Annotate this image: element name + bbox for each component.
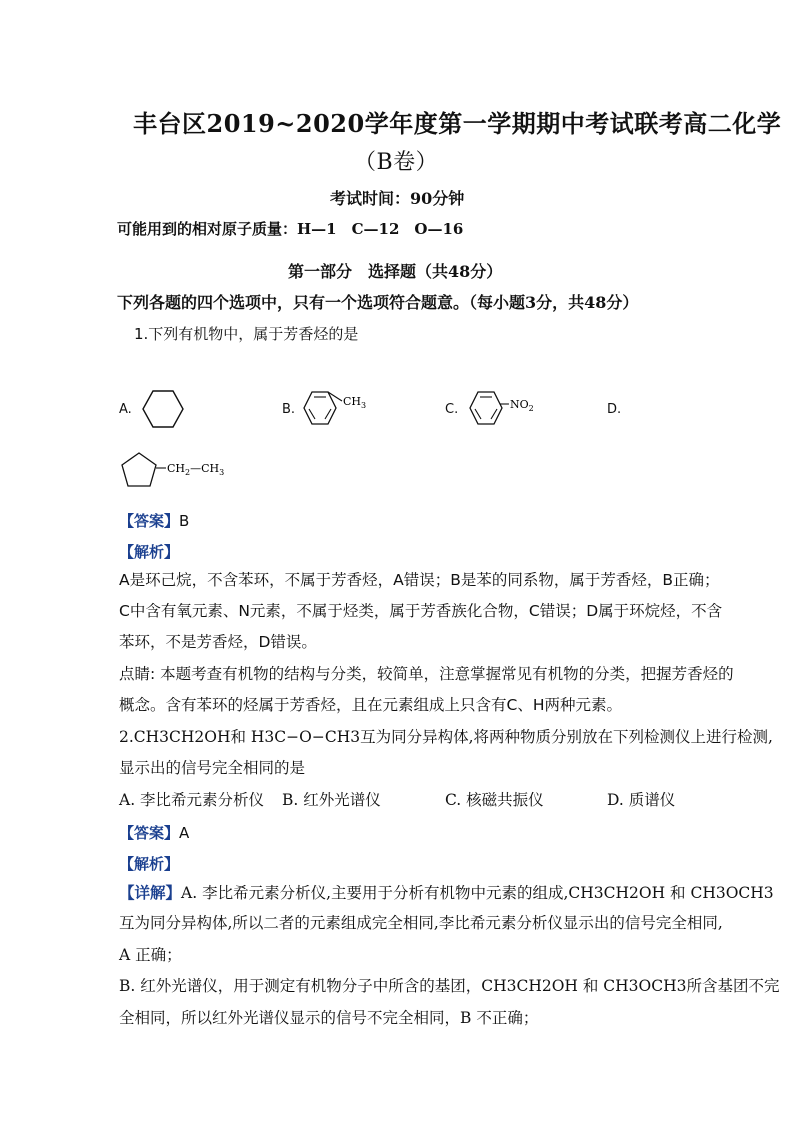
q2-detail-line bbox=[119, 885, 774, 902]
q2-option-c: C. 核磁共振仪 bbox=[445, 791, 544, 809]
q1-option-c-label: C. bbox=[445, 402, 459, 417]
toluene-structure bbox=[300, 389, 380, 431]
page-title: 丰台区2019~2020学年度第一学期期中考试联考高二化学 bbox=[133, 109, 782, 138]
ethyl-substituent-label: $CH_2—CH_3$ bbox=[167, 462, 225, 477]
q1-analysis-line: 苯环，不是芳香烃，D错误。 bbox=[119, 633, 317, 651]
q2-stem-line: 显示出的信号完全相同的是 bbox=[119, 759, 306, 777]
ethylcyclopentane-structure bbox=[118, 451, 238, 493]
section-title: 第一部分 选择题（共48分） bbox=[288, 262, 503, 281]
q2-option-d: D. 质谱仪 bbox=[607, 791, 676, 809]
q2-detail-line: A 正确； bbox=[119, 946, 182, 964]
q1-option-d-label: D. bbox=[607, 402, 622, 417]
atomic-mass-note: 可能用到的相对原子质量：H—1 C—12 O—16 bbox=[117, 220, 464, 238]
q1-analysis-tag: 【解析】 bbox=[119, 543, 180, 561]
q2-detail-line: B. 红外光谱仪，用于测定有机物分子中所含的基团，CH3CH2OH 和 CH3OCH3所含基团不完 bbox=[119, 977, 780, 995]
q1-analysis-line: C中含有氧元素、N元素，不属于烃类，属于芳香族化合物，C错误；D属于环烷烃，不含 bbox=[119, 602, 723, 620]
q1-stem: 1.下列有机物中，属于芳香烃的是 bbox=[134, 325, 359, 343]
q2-option-a: A. 李比希元素分析仪 bbox=[119, 791, 265, 809]
q2-answer bbox=[119, 822, 189, 843]
answer-tag: 【答案】 bbox=[119, 824, 180, 842]
detail-tag: 【详解】 bbox=[119, 883, 182, 902]
answer-tag: 【答案】 bbox=[119, 512, 180, 530]
q2-option-b: B. 红外光谱仪 bbox=[282, 791, 381, 809]
exam-time: 考试时间：90分钟 bbox=[330, 189, 465, 208]
q1-analysis-line: A是环己烷，不含苯环，不属于芳香烃，A错误；B是苯的同系物，属于芳香烃，B正确； bbox=[119, 571, 720, 589]
answer-value: A bbox=[179, 824, 190, 842]
toluene-substituent-label: $CH_3$ bbox=[343, 395, 367, 410]
detail-text: A. 李比希元素分析仪,主要用于分析有机物中元素的组成,CH3CH2OH 和 CH3OCH3 bbox=[181, 884, 774, 902]
page-subtitle: （B卷） bbox=[354, 150, 439, 175]
q1-option-a-label: A. bbox=[119, 402, 132, 417]
section-instruction: 下列各题的四个选项中，只有一个选项符合题意。（每小题3分，共48分） bbox=[117, 293, 639, 312]
answer-value: B bbox=[179, 512, 190, 530]
q2-detail-line: 全相同，所以红外光谱仪显示的信号不完全相同，B 不正确； bbox=[119, 1009, 539, 1027]
nitro-substituent-label: $NO_2$ bbox=[510, 398, 534, 413]
q2-analysis-tag: 【解析】 bbox=[119, 855, 180, 873]
nitrobenzene-structure bbox=[466, 389, 546, 431]
q1-option-b-label: B. bbox=[282, 402, 296, 417]
q2-detail-line: 互为同分异构体,所以二者的元素组成完全相同,李比希元素分析仪显示出的信号完全相同, bbox=[119, 914, 723, 932]
cyclohexane-structure bbox=[140, 386, 186, 432]
q1-note-line: 概念。含有苯环的烃属于芳香烃，且在元素组成上只含有C、H两种元素。 bbox=[119, 696, 622, 714]
q1-note-line: 点睛: 本题考查有机物的结构与分类，较简单，注意掌握常见有机物的分类，把握芳香烃的 bbox=[119, 665, 734, 683]
q1-answer bbox=[119, 510, 189, 531]
q2-stem-line: 2.CH3CH2OH和 H3C−O−CH3互为同分异构体,将两种物质分别放在下列检测仪上进行检测, bbox=[119, 728, 773, 746]
